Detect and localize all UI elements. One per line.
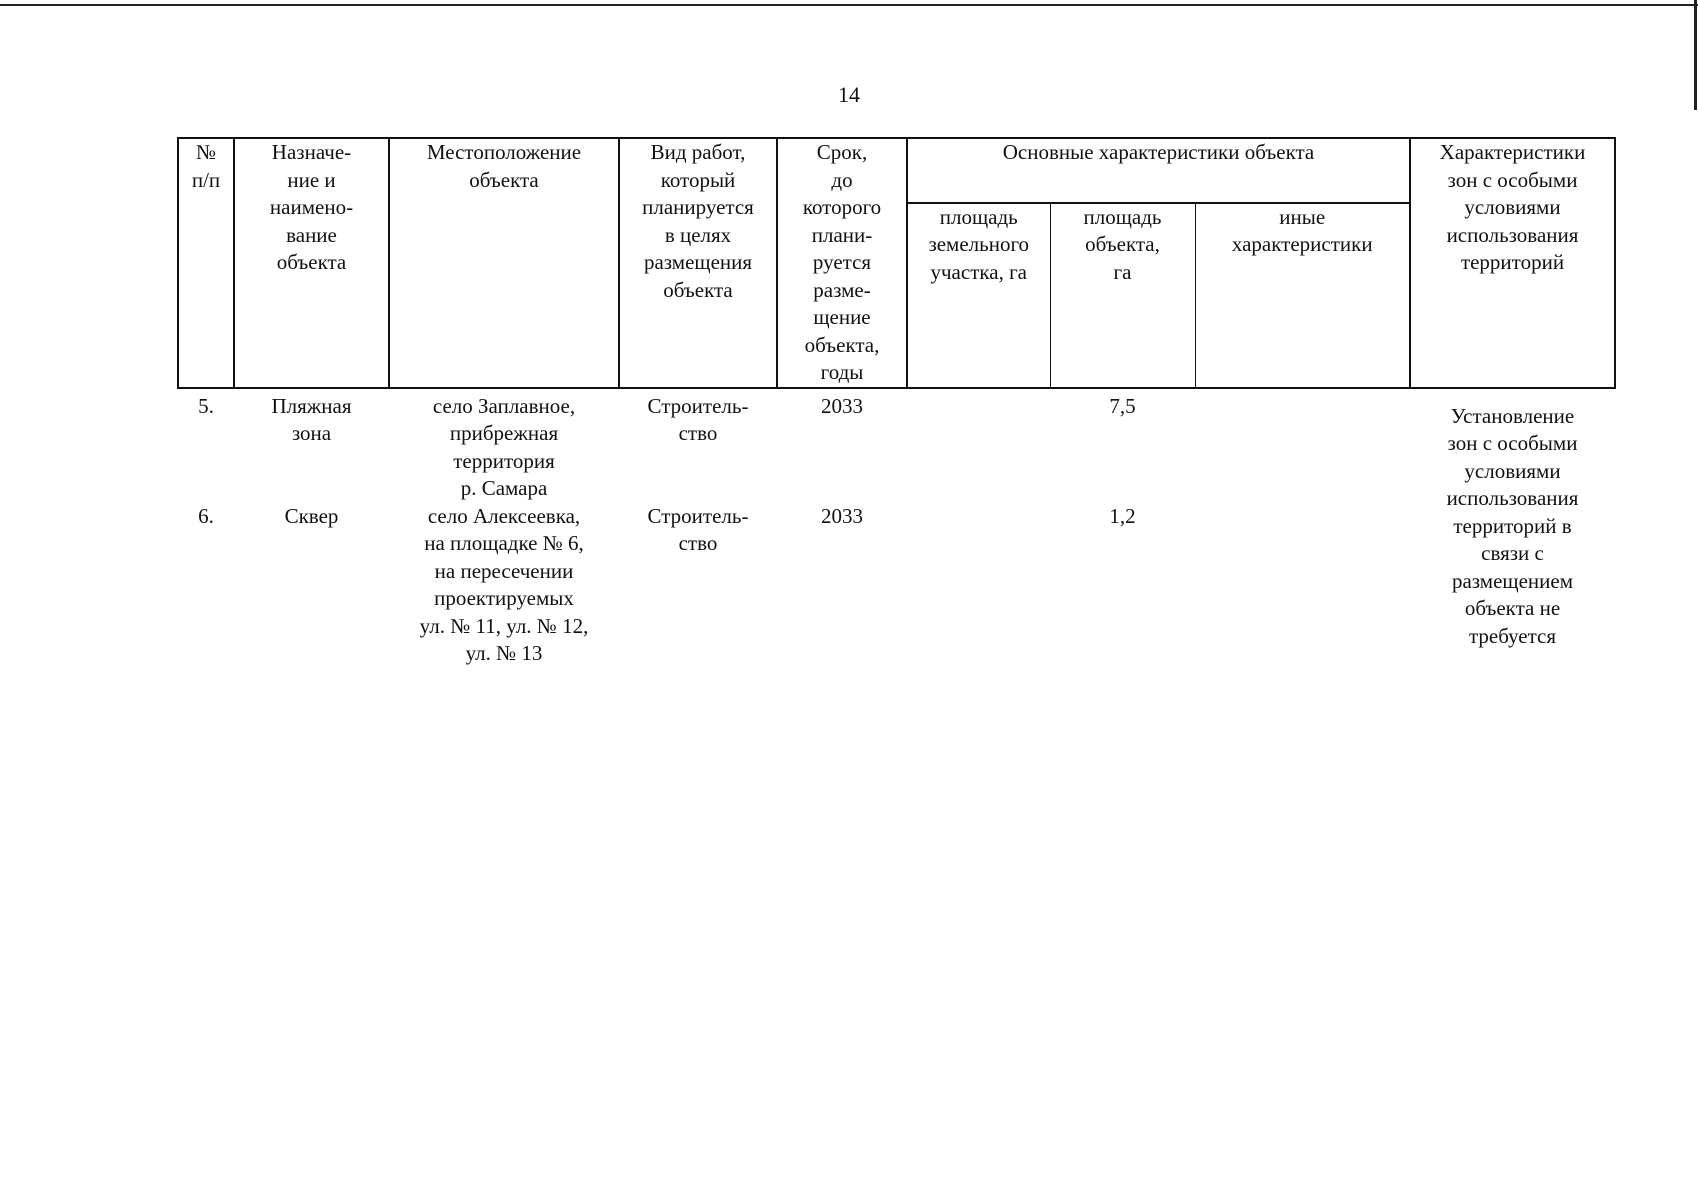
zones-note: Установление зон с особыми условиями использования территорий в связи с размещением объекта не требуется [1446, 403, 1579, 648]
row-purpose: Сквер [284, 503, 339, 528]
table-body [178, 388, 1615, 668]
row-work-type: Строитель- ство [647, 503, 749, 555]
header-other: иные характеристики [1195, 203, 1410, 388]
top-border-line [0, 4, 1698, 6]
row-object-area: 1,2 [1109, 503, 1136, 528]
table-row [178, 503, 1615, 668]
row-term: 2033 [821, 503, 863, 528]
objects-table [177, 137, 1616, 668]
row-num: 5. [198, 393, 214, 418]
table-header [178, 138, 1615, 388]
header-term: Срок, до которого плани- руется разме- щение объекта, годы [777, 138, 907, 388]
row-work-type: Строитель- ство [647, 393, 749, 445]
header-work-type: Вид работ, который планируется в целях размещения объекта [619, 138, 777, 388]
header-land-area: площадь земельного участка, га [907, 203, 1050, 388]
page-number: 14 [838, 82, 860, 107]
header-purpose: Назначе- ние и наимено- вание объекта [234, 138, 389, 388]
header-object-area: площадь объекта, га [1050, 203, 1195, 388]
row-object-area: 7,5 [1109, 393, 1136, 418]
row-land-area [907, 388, 1050, 503]
table-row [178, 388, 1615, 503]
header-main-characteristics: Основные характеристики объекта [907, 138, 1410, 203]
row-land-area [907, 503, 1050, 668]
row-term: 2033 [821, 393, 863, 418]
header-num: № п/п [178, 138, 234, 388]
row-other [1195, 503, 1410, 668]
row-location: село Алексеевка, на площадке № 6, на пересечении проектируемых ул. № 11, ул. № 12, ул. № 13 [419, 503, 589, 665]
row-purpose: Пляжная зона [271, 393, 352, 445]
row-location: село Заплавное, прибрежная территория р. Самара [432, 393, 576, 500]
header-zones: Характеристики зон с особыми условиями использования территорий [1410, 138, 1615, 388]
header-location: Местоположение объекта [389, 138, 619, 388]
row-other [1195, 388, 1410, 503]
row-num: 6. [198, 503, 214, 528]
